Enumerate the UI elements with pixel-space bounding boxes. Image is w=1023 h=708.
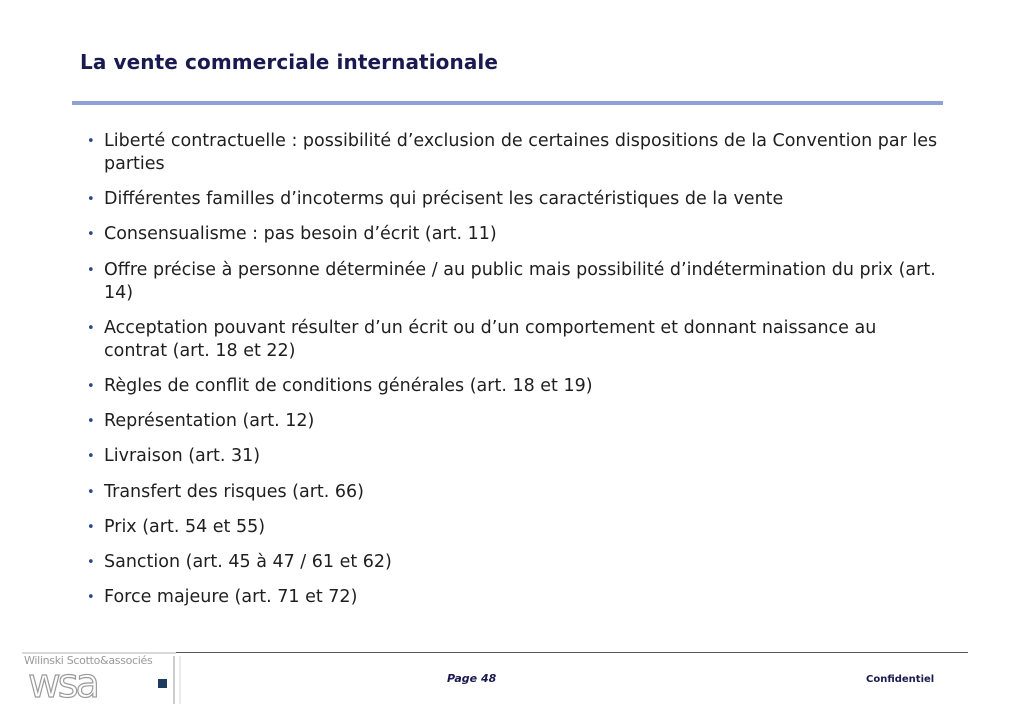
bullet-dot-icon: • [87, 519, 95, 535]
bullet-text: Offre précise à personne déterminée / au public mais possibilité d’indétermination du prix (art. 14) [104, 259, 936, 303]
bullet-text: Représentation (art. 12) [104, 411, 315, 432]
bullet-dot-icon: • [87, 484, 95, 500]
bullet-dot-icon: • [87, 449, 95, 465]
logo-firm-name: Wilinski Scotto&associés [24, 654, 153, 667]
list-item [84, 375, 944, 398]
bullet-dot-icon: • [87, 262, 95, 278]
bullet-text: Transfert des risques (art. 66) [104, 481, 364, 502]
page-number: Page 48 [447, 672, 497, 685]
page-title: La vente commerciale internationale [80, 50, 499, 74]
bullet-dot-icon: • [87, 320, 95, 336]
title-divider [72, 101, 943, 105]
list-item [84, 410, 944, 433]
bullet-text: Règles de conflit de conditions générales (art. 18 et 19) [104, 375, 593, 396]
bullet-text: Consensualisme : pas besoin d’écrit (art. 11) [104, 224, 497, 245]
bullet-text: Liberté contractuelle : possibilité d’exclusion de certaines dispositions de la Convention par les parties [104, 131, 938, 174]
bullet-dot-icon: • [87, 554, 95, 570]
bullet-dot-icon: • [87, 414, 95, 430]
bullet-text: Prix (art. 54 et 55) [104, 516, 266, 537]
list-item [84, 317, 944, 363]
bullet-text: Sanction (art. 45 à 47 / 61 et 62) [104, 551, 392, 572]
list-item [84, 586, 944, 609]
bullet-dot-icon: • [87, 192, 95, 208]
wsa-logo [22, 652, 202, 706]
bullet-dot-icon: • [87, 227, 95, 243]
bullet-text: Force majeure (art. 71 et 72) [104, 587, 358, 608]
list-item [84, 223, 944, 246]
logo-square [158, 679, 167, 688]
footer-divider [176, 652, 968, 653]
list-item [84, 130, 944, 176]
logo-monogram: wsa [28, 661, 98, 706]
bullet-text: Livraison (art. 31) [104, 446, 261, 467]
bullet-list [84, 130, 944, 621]
bullet-text: Différentes familles d’incoterms qui précisent les caractéristiques de la vente [104, 189, 784, 210]
confidential-label: Confidentiel [866, 674, 935, 685]
bullet-text: Acceptation pouvant résulter d’un écrit ou d’un comportement et donnant naissance au contrat (art. 18 et 22) [104, 317, 877, 361]
list-item [84, 188, 944, 211]
list-item [84, 551, 944, 574]
list-item [84, 445, 944, 468]
list-item [84, 259, 944, 305]
list-item [84, 481, 944, 504]
bullet-dot-icon: • [87, 590, 95, 606]
bullet-dot-icon: • [87, 378, 95, 394]
bullet-dot-icon: • [87, 134, 95, 149]
list-item [84, 516, 944, 539]
